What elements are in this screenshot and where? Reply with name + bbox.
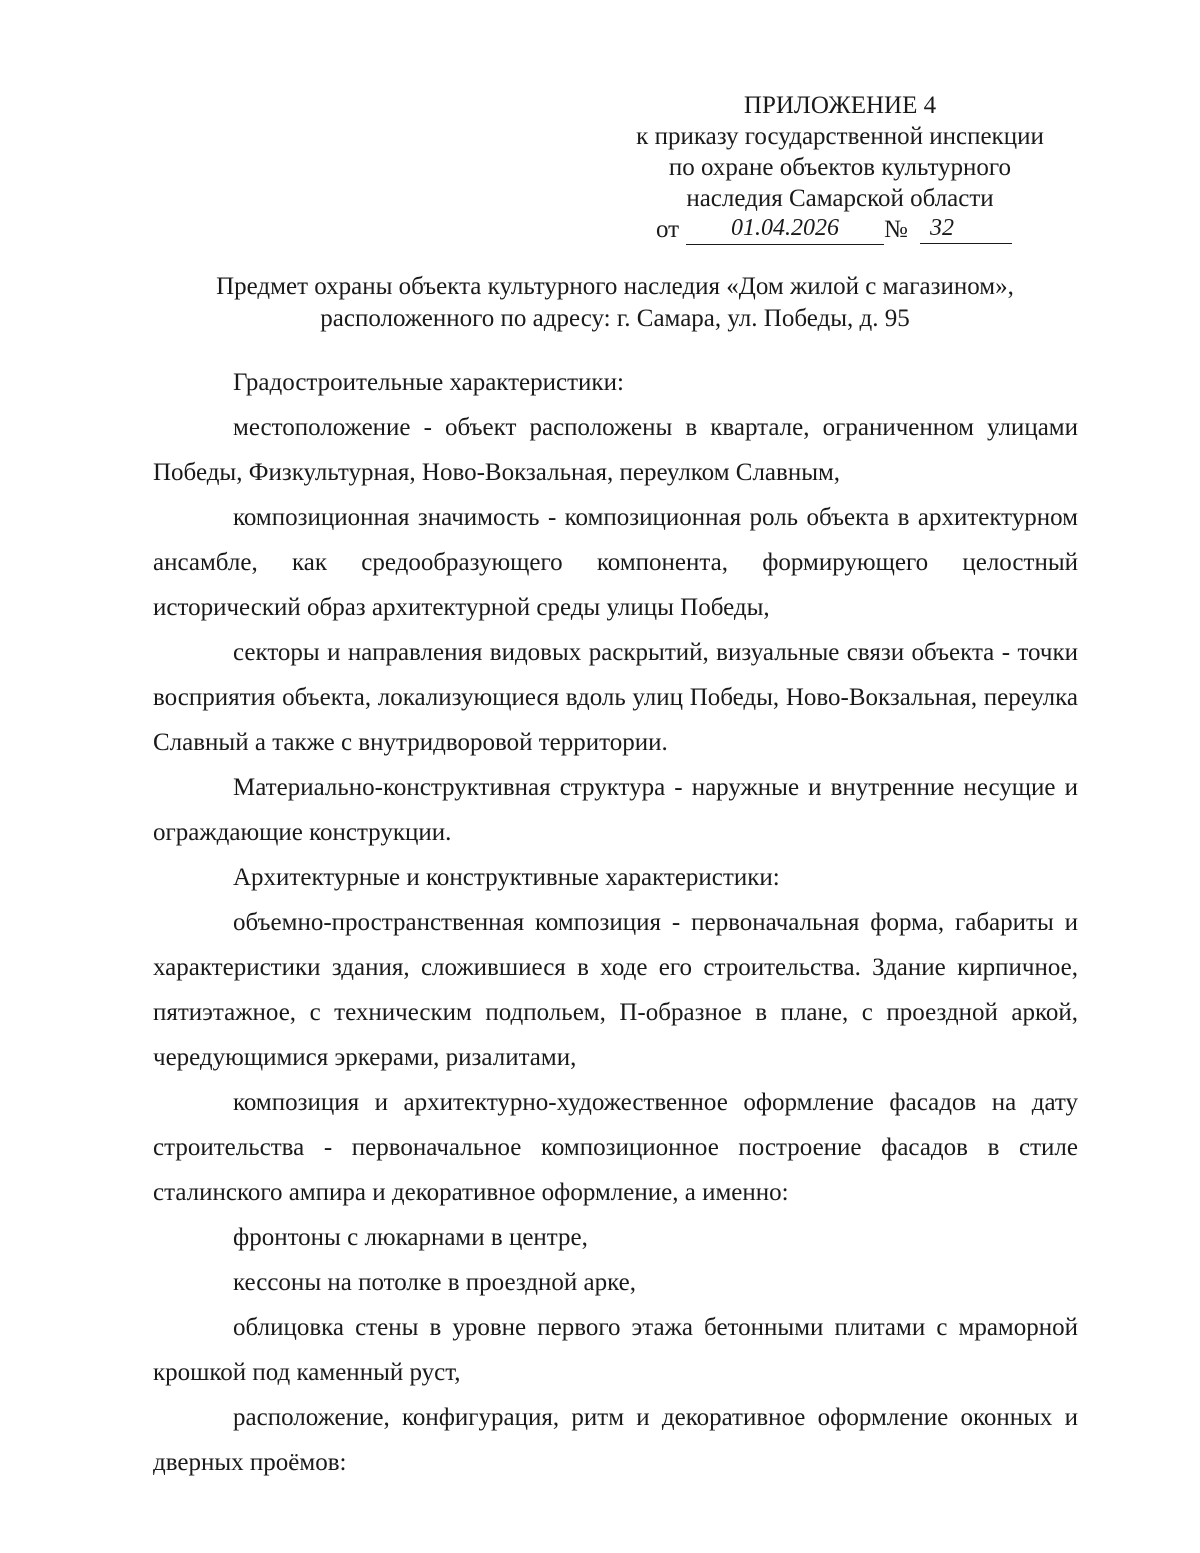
paragraph: Материально-конструктивная структура - наружные и внутренние несущие и ограждающие конструкции. bbox=[153, 774, 1078, 846]
title-line-1: Предмет охраны объекта культурного наследия «Дом жилой с магазином», bbox=[216, 273, 1014, 300]
paragraph: местоположение - объект расположены в квартале, ограниченном улицами Победы, Физкультурная, Ново-Вокзальная, переулком Славным, bbox=[153, 414, 1078, 486]
paragraph: объемно-пространственная композиция - первоначальная форма, габариты и характеристики здания, сложившиеся в ходе его строительства. Здание кирпичное, пятиэтажное, с техническим подпольем, П-образное в плане, с проездной аркой, чередующимися эркерами, ризалитами, bbox=[153, 909, 1078, 1071]
appendix-header bbox=[560, 90, 1120, 248]
from-label: от bbox=[656, 216, 680, 243]
order-date: 01.04.2026 bbox=[686, 216, 884, 245]
appendix-line-1: к приказу государственной инспекции bbox=[636, 123, 1044, 150]
paragraph: облицовка стены в уровне первого этажа бетонными плитами с мраморной крошкой под каменный руст, bbox=[153, 1314, 1078, 1386]
document-body bbox=[153, 360, 1078, 1485]
number-label: № bbox=[884, 216, 908, 243]
title-line-2: расположенного по адресу: г. Самара, ул. Победы, д. 95 bbox=[320, 305, 910, 332]
order-reference bbox=[560, 214, 1120, 248]
document-title bbox=[150, 271, 1080, 335]
appendix-title: ПРИЛОЖЕНИЕ 4 bbox=[743, 92, 937, 119]
paragraph: Архитектурные и конструктивные характеристики: bbox=[233, 864, 780, 891]
paragraph: фронтоны с люкарнами в центре, bbox=[233, 1224, 588, 1251]
paragraph: Градостроительные характеристики: bbox=[233, 369, 624, 396]
order-number: 32 bbox=[920, 216, 1012, 244]
appendix-line-2: по охране объектов культурного bbox=[668, 154, 1012, 181]
paragraph: кессоны на потолке в проездной арке, bbox=[233, 1269, 637, 1296]
paragraph: композиционная значимость - композиционная роль объекта в архитектурном ансамбле, как средообразующего компонента, формирующего целостный исторический образ архитектурной среды улицы Победы, bbox=[153, 504, 1078, 621]
paragraph: расположение, конфигурация, ритм и декоративное оформление оконных и дверных проёмов: bbox=[153, 1404, 1078, 1476]
paragraph: композиция и архитектурно-художественное оформление фасадов на дату строительства - первоначальное композиционное построение фасадов в стиле сталинского ампира и декоративное оформление, а именно: bbox=[153, 1089, 1078, 1206]
appendix-line-3: наследия Самарской области bbox=[686, 185, 994, 212]
paragraph: секторы и направления видовых раскрытий, визуальные связи объекта - точки восприятия объекта, локализующиеся вдоль улиц Победы, Ново-Вокзальная, переулка Славный а также с внутридворовой территории. bbox=[153, 639, 1078, 756]
